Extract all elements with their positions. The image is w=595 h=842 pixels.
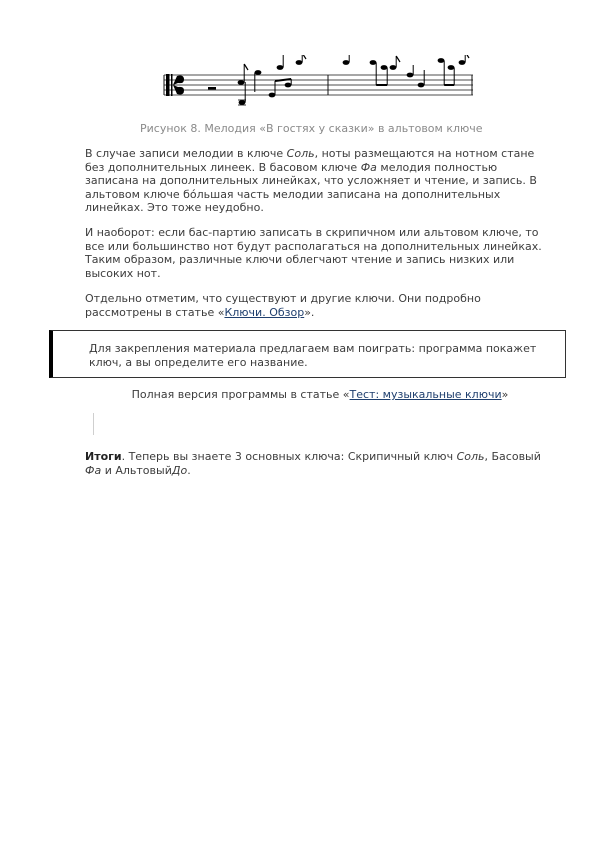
italic-fa: Фа [360,160,377,174]
paragraph-conversely: И наоборот: если бас-партию записать в скрипичном или альтовом ключе, то все или большинство нот будут располагаться на дополнительных линейках. Таким образом, различные ключи облегчают чтение и запись низких или высоких нот. [85,226,542,280]
summary-heading: Итоги [85,450,122,463]
keys-overview-link[interactable]: Ключи. Обзор [224,305,305,319]
notice-text: Для закрепления материала предлагаем вам поиграть: программа покажет ключ, а вы определите его название. [89,342,537,369]
full-version-line [0,388,595,401]
text-span: В случае записи мелодии в ключе [85,147,287,160]
text-span: и Альтовый [101,463,172,477]
rest-symbol [208,87,216,90]
text-span: мелодия полностью записана на дополнительных линейках, что усложняет и чтение, и запись. В альтовом ключе бóльшая часть мелодии записана на дополнительных линейках. Это тоже неудобно. [85,160,537,215]
text-span: . [187,463,191,477]
italic-sol: Соль [286,147,315,160]
embed-placeholder-divider [93,413,94,435]
text-span: . Теперь вы знаете 3 основных ключа: Скрипичный ключ [121,450,457,463]
text-span: Отдельно отметим, что существуют и другие ключи. Они подробно рассмотрены в статье « [85,292,481,319]
keys-test-link[interactable]: Тест: музыкальные ключи [349,388,502,401]
text-span: , ноты размещаются на нотном стане без дополнительных линеек. В басовом ключе [85,147,535,174]
text-span: » [501,388,509,401]
paragraph-keys-comparison [85,147,550,215]
italic-sol: Соль [456,450,485,463]
text-span: ». [304,305,315,319]
figure-caption: Рисунок 8. Мелодия «В гостях у сказки» в альтовом ключе [140,122,483,135]
text-span: Полная версия программы в статье « [131,388,350,401]
music-staff-figure [162,55,475,107]
italic-fa: Фа [85,463,102,477]
text-span: , Басовый [484,450,541,463]
italic-do: До [171,463,188,477]
notice-box [49,330,566,378]
paragraph-other-keys [85,292,550,319]
summary-paragraph [85,450,550,477]
